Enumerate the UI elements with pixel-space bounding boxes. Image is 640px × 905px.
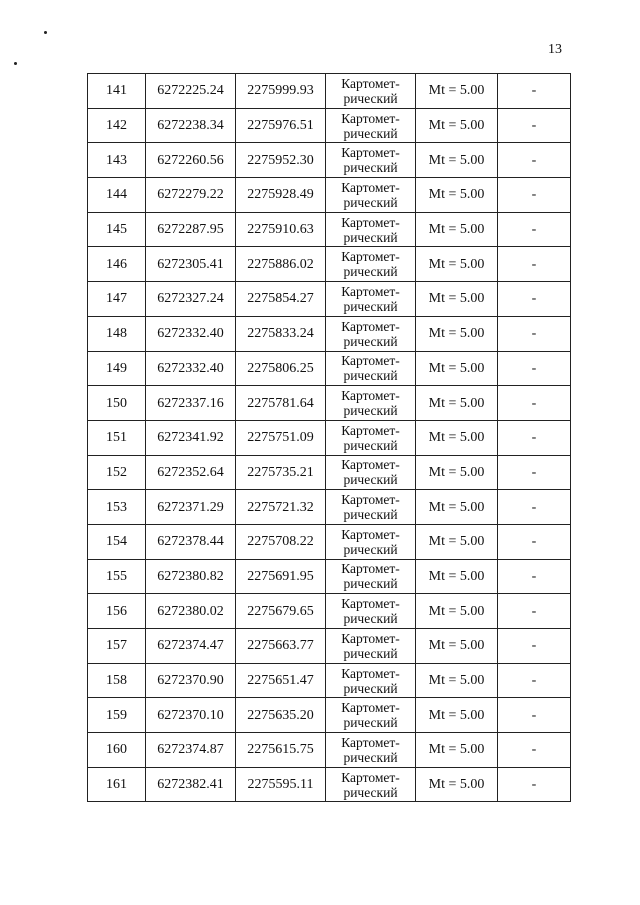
- method-line: Картомет-: [341, 700, 400, 716]
- method-line: Картомет-: [341, 214, 400, 230]
- method-cell: [326, 559, 416, 594]
- method-line: рический: [343, 368, 398, 384]
- method-cell: [326, 767, 416, 802]
- x-coordinate-cell: 6272370.10: [146, 698, 236, 733]
- method-line: Картомет-: [341, 665, 400, 681]
- y-coordinate-cell: 2275781.64: [236, 386, 326, 421]
- table-row: [88, 594, 571, 629]
- y-coordinate-cell: 2275663.77: [236, 629, 326, 664]
- table-row: [88, 420, 571, 455]
- x-coordinate-cell: 6272279.22: [146, 178, 236, 213]
- accuracy-cell: Mt = 5.00: [416, 386, 498, 421]
- method-line: рический: [343, 472, 398, 488]
- table-row: [88, 559, 571, 594]
- x-coordinate-cell: 6272371.29: [146, 490, 236, 525]
- y-coordinate-cell: 2275952.30: [236, 143, 326, 178]
- accuracy-cell: Mt = 5.00: [416, 594, 498, 629]
- point-number-cell: 148: [88, 316, 146, 351]
- method-cell: [326, 282, 416, 317]
- table-row: [88, 698, 571, 733]
- accuracy-cell: Mt = 5.00: [416, 282, 498, 317]
- point-number-cell: 154: [88, 524, 146, 559]
- point-number-cell: 158: [88, 663, 146, 698]
- method-cell: [326, 594, 416, 629]
- x-coordinate-cell: 6272225.24: [146, 74, 236, 109]
- accuracy-cell: Mt = 5.00: [416, 698, 498, 733]
- page-number: 13: [548, 42, 562, 57]
- accuracy-cell: Mt = 5.00: [416, 212, 498, 247]
- x-coordinate-cell: 6272380.02: [146, 594, 236, 629]
- method-line: рический: [343, 229, 398, 245]
- point-number-cell: 161: [88, 767, 146, 802]
- point-number-cell: 153: [88, 490, 146, 525]
- table-row: [88, 178, 571, 213]
- point-number-cell: 145: [88, 212, 146, 247]
- method-line: рический: [343, 749, 398, 765]
- method-cell: [326, 108, 416, 143]
- point-number-cell: 144: [88, 178, 146, 213]
- x-coordinate-cell: 6272332.40: [146, 316, 236, 351]
- method-line: Картомет-: [341, 769, 400, 785]
- table-row: [88, 74, 571, 109]
- point-number-cell: 150: [88, 386, 146, 421]
- point-number-cell: 146: [88, 247, 146, 282]
- y-coordinate-cell: 2275691.95: [236, 559, 326, 594]
- y-coordinate-cell: 2275595.11: [236, 767, 326, 802]
- method-line: Картомет-: [341, 596, 400, 612]
- accuracy-cell: Mt = 5.00: [416, 108, 498, 143]
- method-line: Картомет-: [341, 283, 400, 299]
- method-line: рический: [343, 298, 398, 314]
- note-cell: -: [498, 74, 571, 109]
- x-coordinate-cell: 6272260.56: [146, 143, 236, 178]
- method-line: рический: [343, 160, 398, 176]
- point-number-cell: 142: [88, 108, 146, 143]
- note-cell: -: [498, 733, 571, 768]
- accuracy-cell: Mt = 5.00: [416, 733, 498, 768]
- note-cell: -: [498, 420, 571, 455]
- method-cell: [326, 351, 416, 386]
- y-coordinate-cell: 2275679.65: [236, 594, 326, 629]
- note-cell: -: [498, 698, 571, 733]
- x-coordinate-cell: 6272370.90: [146, 663, 236, 698]
- y-coordinate-cell: 2275735.21: [236, 455, 326, 490]
- table-row: [88, 316, 571, 351]
- method-cell: [326, 733, 416, 768]
- y-coordinate-cell: 2275721.32: [236, 490, 326, 525]
- accuracy-cell: Mt = 5.00: [416, 420, 498, 455]
- method-line: рический: [343, 715, 398, 731]
- method-line: Картомет-: [341, 388, 400, 404]
- table-row: [88, 629, 571, 664]
- note-cell: -: [498, 351, 571, 386]
- y-coordinate-cell: 2275910.63: [236, 212, 326, 247]
- method-cell: [326, 386, 416, 421]
- x-coordinate-cell: 6272238.34: [146, 108, 236, 143]
- table-row: [88, 386, 571, 421]
- note-cell: -: [498, 455, 571, 490]
- y-coordinate-cell: 2275806.25: [236, 351, 326, 386]
- note-cell: -: [498, 143, 571, 178]
- method-line: рический: [343, 437, 398, 453]
- note-cell: -: [498, 490, 571, 525]
- method-cell: [326, 698, 416, 733]
- method-line: Картомет-: [341, 75, 400, 91]
- method-line: Картомет-: [341, 318, 400, 334]
- method-line: Картомет-: [341, 734, 400, 750]
- method-line: Картомет-: [341, 630, 400, 646]
- x-coordinate-cell: 6272380.82: [146, 559, 236, 594]
- scan-speck: [14, 62, 17, 65]
- note-cell: -: [498, 282, 571, 317]
- x-coordinate-cell: 6272374.47: [146, 629, 236, 664]
- method-cell: [326, 74, 416, 109]
- method-cell: [326, 212, 416, 247]
- method-cell: [326, 524, 416, 559]
- method-line: Картомет-: [341, 492, 400, 508]
- accuracy-cell: Mt = 5.00: [416, 143, 498, 178]
- y-coordinate-cell: 2275976.51: [236, 108, 326, 143]
- accuracy-cell: Mt = 5.00: [416, 351, 498, 386]
- y-coordinate-cell: 2275854.27: [236, 282, 326, 317]
- y-coordinate-cell: 2275928.49: [236, 178, 326, 213]
- x-coordinate-cell: 6272374.87: [146, 733, 236, 768]
- method-line: рический: [343, 125, 398, 141]
- method-line: рический: [343, 333, 398, 349]
- x-coordinate-cell: 6272341.92: [146, 420, 236, 455]
- table-row: [88, 143, 571, 178]
- accuracy-cell: Mt = 5.00: [416, 629, 498, 664]
- point-number-cell: 143: [88, 143, 146, 178]
- table-row: [88, 455, 571, 490]
- table-row: [88, 282, 571, 317]
- x-coordinate-cell: 6272327.24: [146, 282, 236, 317]
- scan-speck: [44, 31, 47, 34]
- method-cell: [326, 247, 416, 282]
- accuracy-cell: Mt = 5.00: [416, 490, 498, 525]
- point-number-cell: 151: [88, 420, 146, 455]
- note-cell: -: [498, 247, 571, 282]
- table-row: [88, 767, 571, 802]
- method-line: рический: [343, 403, 398, 419]
- accuracy-cell: Mt = 5.00: [416, 178, 498, 213]
- table-row: [88, 490, 571, 525]
- method-line: рический: [343, 576, 398, 592]
- point-number-cell: 160: [88, 733, 146, 768]
- point-number-cell: 159: [88, 698, 146, 733]
- table-row: [88, 247, 571, 282]
- note-cell: -: [498, 663, 571, 698]
- method-line: рический: [343, 264, 398, 280]
- method-cell: [326, 663, 416, 698]
- accuracy-cell: Mt = 5.00: [416, 663, 498, 698]
- method-line: рический: [343, 784, 398, 800]
- table-row: [88, 733, 571, 768]
- point-number-cell: 152: [88, 455, 146, 490]
- method-line: Картомет-: [341, 422, 400, 438]
- x-coordinate-cell: 6272382.41: [146, 767, 236, 802]
- accuracy-cell: Mt = 5.00: [416, 316, 498, 351]
- point-number-cell: 157: [88, 629, 146, 664]
- note-cell: -: [498, 524, 571, 559]
- table-row: [88, 108, 571, 143]
- note-cell: -: [498, 212, 571, 247]
- method-line: рический: [343, 645, 398, 661]
- table-row: [88, 212, 571, 247]
- y-coordinate-cell: 2275886.02: [236, 247, 326, 282]
- note-cell: -: [498, 559, 571, 594]
- method-line: рический: [343, 541, 398, 557]
- y-coordinate-cell: 2275615.75: [236, 733, 326, 768]
- note-cell: -: [498, 178, 571, 213]
- note-cell: -: [498, 767, 571, 802]
- y-coordinate-cell: 2275708.22: [236, 524, 326, 559]
- note-cell: -: [498, 594, 571, 629]
- note-cell: -: [498, 386, 571, 421]
- y-coordinate-cell: 2275999.93: [236, 74, 326, 109]
- y-coordinate-cell: 2275651.47: [236, 663, 326, 698]
- point-number-cell: 149: [88, 351, 146, 386]
- x-coordinate-cell: 6272352.64: [146, 455, 236, 490]
- point-number-cell: 155: [88, 559, 146, 594]
- note-cell: -: [498, 316, 571, 351]
- point-number-cell: 141: [88, 74, 146, 109]
- table-row: [88, 663, 571, 698]
- accuracy-cell: Mt = 5.00: [416, 524, 498, 559]
- y-coordinate-cell: 2275751.09: [236, 420, 326, 455]
- method-cell: [326, 316, 416, 351]
- table-row: [88, 524, 571, 559]
- method-line: Картомет-: [341, 457, 400, 473]
- x-coordinate-cell: 6272332.40: [146, 351, 236, 386]
- method-line: рический: [343, 680, 398, 696]
- point-number-cell: 147: [88, 282, 146, 317]
- point-number-cell: 156: [88, 594, 146, 629]
- accuracy-cell: Mt = 5.00: [416, 767, 498, 802]
- method-cell: [326, 490, 416, 525]
- y-coordinate-cell: 2275833.24: [236, 316, 326, 351]
- x-coordinate-cell: 6272287.95: [146, 212, 236, 247]
- method-line: Картомет-: [341, 249, 400, 265]
- method-line: рический: [343, 194, 398, 210]
- note-cell: -: [498, 629, 571, 664]
- method-cell: [326, 178, 416, 213]
- method-line: Картомет-: [341, 353, 400, 369]
- method-line: рический: [343, 507, 398, 523]
- accuracy-cell: Mt = 5.00: [416, 559, 498, 594]
- method-line: Картомет-: [341, 526, 400, 542]
- table-row: [88, 351, 571, 386]
- table-body: [88, 74, 571, 802]
- method-line: Картомет-: [341, 561, 400, 577]
- method-line: Картомет-: [341, 179, 400, 195]
- x-coordinate-cell: 6272305.41: [146, 247, 236, 282]
- method-cell: [326, 455, 416, 490]
- accuracy-cell: Mt = 5.00: [416, 74, 498, 109]
- y-coordinate-cell: 2275635.20: [236, 698, 326, 733]
- method-line: рический: [343, 90, 398, 106]
- method-cell: [326, 420, 416, 455]
- x-coordinate-cell: 6272378.44: [146, 524, 236, 559]
- method-line: Картомет-: [341, 110, 400, 126]
- accuracy-cell: Mt = 5.00: [416, 455, 498, 490]
- x-coordinate-cell: 6272337.16: [146, 386, 236, 421]
- method-cell: [326, 143, 416, 178]
- method-line: рический: [343, 611, 398, 627]
- coordinates-table: [87, 73, 571, 802]
- note-cell: -: [498, 108, 571, 143]
- accuracy-cell: Mt = 5.00: [416, 247, 498, 282]
- method-cell: [326, 629, 416, 664]
- method-line: Картомет-: [341, 145, 400, 161]
